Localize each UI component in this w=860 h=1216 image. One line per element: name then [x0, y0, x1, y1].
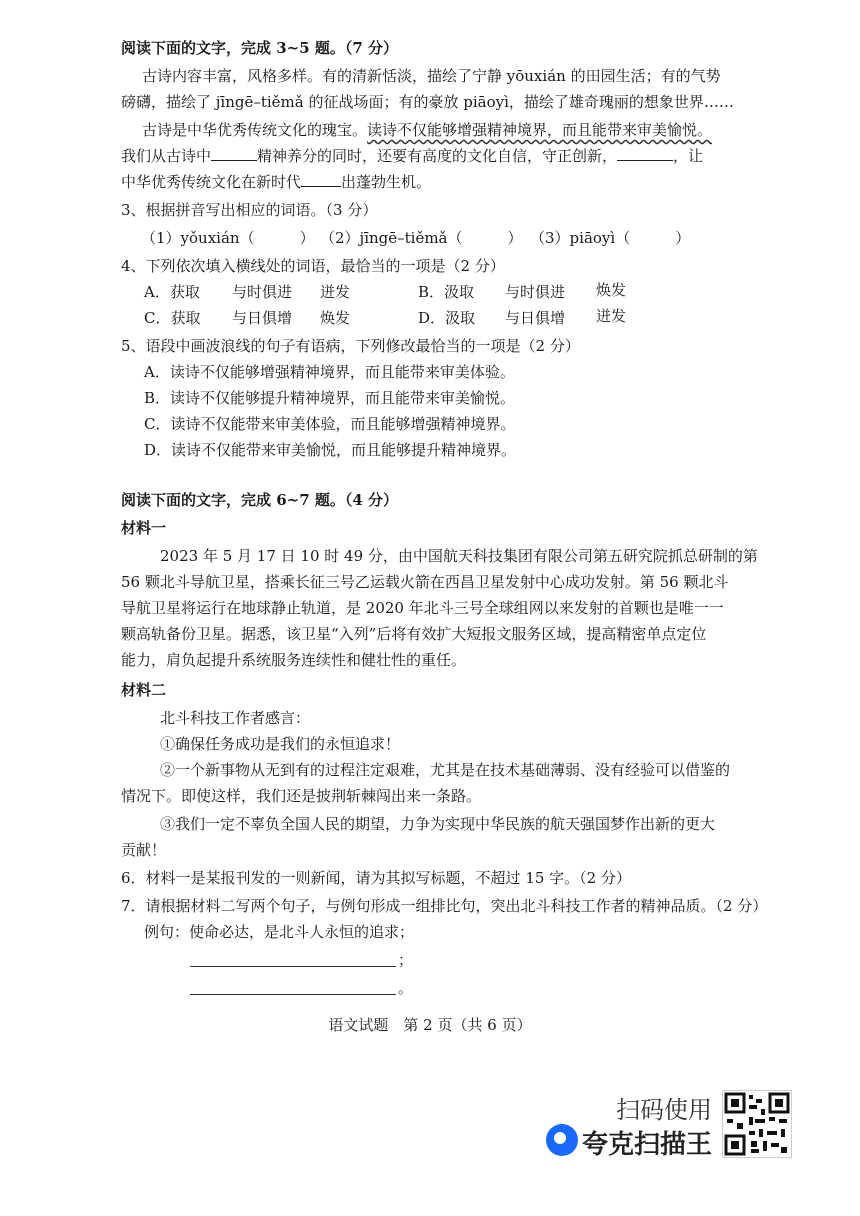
section1-heading: 阅读下面的文字，完成 3~5 题。（7 分）	[121, 39, 399, 57]
q5-option-d: D．读诗不仅能带来审美愉悦，而且能够提升精神境界。	[144, 441, 517, 459]
material1-line3: 导航卫星将运行在地球静止轨道，是 2020 年北斗三号全球组网以来发射的首颗也是唯一一	[121, 599, 724, 617]
para2-text: 精神养分的同时，还要有高度的文化自信，守正创新，	[257, 147, 618, 165]
section1-para1-line1: 古诗内容丰富，风格多样。有的清新恬淡，描绘了宁静 yōuxián 的田园生活；有的气势	[142, 67, 721, 85]
q4-option-d: D．汲取	[418, 309, 476, 327]
material1-line1: 2023 年 5 月 17 日 10 时 49 分，由中国航天科技集团有限公司第五研究院抓总研制的第	[160, 547, 758, 565]
material2-line5: ③我们一定不辜负全国人民的期望，力争为实现中华民族的航天强国梦作出新的更大	[160, 815, 716, 833]
answer-line-1[interactable]	[190, 966, 396, 967]
para2-text: 出蓬勃生机。	[341, 173, 432, 191]
q4-option-c-word2: 与日俱增	[232, 309, 293, 327]
material2-title: 材料二	[121, 681, 167, 699]
material2-line3: ②一个新事物从无到有的过程注定艰难，尤其是在技术基础薄弱、没有经验可以借鉴的	[160, 761, 731, 779]
q5-option-c: C．读诗不仅能带来审美体验，而且能够增强精神境界。	[144, 415, 516, 433]
para2-text: 我们从古诗中	[121, 147, 212, 165]
fill-blank-2	[617, 146, 673, 161]
q4-option-c: C．获取	[144, 309, 201, 327]
section1-para2-line2	[121, 146, 703, 166]
qr-code-icon[interactable]	[722, 1090, 792, 1158]
material2-line6: 贡献！	[121, 841, 167, 859]
q4-option-b-word3: 焕发	[596, 281, 627, 299]
scan-label: 扫码使用	[616, 1096, 712, 1124]
answer-line-2[interactable]	[190, 994, 396, 995]
q5-option-b: B．读诗不仅能够提升精神境界，而且能带来审美愉悦。	[144, 389, 516, 407]
q6-stem: 6．材料一是某报刊发的一则新闻，请为其拟写标题，不超过 15 字。（2 分）	[121, 869, 631, 887]
material1-line5: 能力，肩负起提升系统服务连续性和健壮性的重任。	[121, 651, 467, 669]
wavy-sentence: 读诗不仅能够增强精神境界，而且能带来审美愉悦。	[367, 121, 713, 139]
answer-line-1-end: ；	[398, 951, 414, 969]
section1-para1-line2: 磅礴，描绘了 jīngē–tiěmǎ 的征战场面；有的豪放 piāoyì，描绘了雄奇瑰丽的想象世界……	[121, 93, 734, 111]
q4-option-a-word2: 与时俱进	[232, 283, 293, 301]
q4-stem: 4、下列依次填入横线处的词语，最恰当的一项是（2 分）	[121, 257, 505, 275]
q3-part3: （3）piāoyì（ ）	[530, 229, 691, 247]
q7-stem: 7．请根据材料二写两个句子，与例句形成一组排比句，突出北斗科技工作者的精神品质。（2 分）	[121, 897, 768, 915]
para2-text: 中华优秀传统文化在新时代	[121, 173, 302, 191]
qr-code-graphic	[723, 1091, 791, 1157]
q4-option-a-word3: 迸发	[320, 283, 351, 301]
page-footer: 语文试题 第 2 页（共 6 页）	[328, 1016, 532, 1034]
fill-blank-3	[301, 172, 341, 187]
q4-option-d-word2: 与日俱增	[505, 309, 566, 327]
section1-para2-line3	[121, 172, 431, 192]
q4-option-b-word2: 与时俱进	[505, 283, 566, 301]
q4-option-c-word3: 焕发	[320, 309, 351, 327]
para2-text: 古诗是中华优秀传统文化的瑰宝。	[142, 121, 368, 139]
q5-option-a: A．读诗不仅能够增强精神境界，而且能带来审美体验。	[144, 363, 515, 381]
material1-line2: 56 颗北斗导航卫星，搭乘长征三号乙运载火箭在西昌卫星发射中心成功发射。第 56 颗北斗	[121, 573, 729, 591]
material2-line1: 北斗科技工作者感言：	[160, 709, 311, 727]
q5-stem: 5、语段中画波浪线的句子有语病，下列修改最恰当的一项是（2 分）	[121, 337, 580, 355]
q4-option-d-word3: 迸发	[596, 307, 627, 325]
q4-option-a: A．获取	[144, 283, 200, 301]
material2-line2: ①确保任务成功是我们的永恒追求！	[160, 735, 401, 753]
fill-blank-1	[211, 146, 257, 161]
q3-stem: 3、根据拼音写出相应的词语。（3 分）	[121, 201, 378, 219]
q4-option-b: B．汲取	[418, 283, 475, 301]
material1-line4: 颗高轨备份卫星。据悉，该卫星“入列”后将有效扩大短报文服务区域，提高精密单点定位	[121, 625, 707, 643]
section1-para2-line1	[142, 120, 712, 140]
material2-line4: 情况下。即使这样，我们还是披荆斩棘闯出来一条路。	[121, 787, 482, 805]
scan-brand: 夸克扫描王	[582, 1130, 713, 1160]
answer-line-2-end: 。	[398, 979, 414, 997]
material1-title: 材料一	[121, 519, 167, 537]
section2-heading: 阅读下面的文字，完成 6~7 题。（4 分）	[121, 491, 399, 509]
q7-example: 例句：使命必达，是北斗人永恒的追求；	[144, 923, 415, 941]
quark-logo-icon	[546, 1124, 578, 1156]
q3-part2: （2）jīngē–tiěmǎ（ ）	[320, 229, 523, 247]
q3-part1: （1）yǒuxián（ ）	[141, 229, 315, 247]
para2-text: ，让	[673, 147, 704, 165]
